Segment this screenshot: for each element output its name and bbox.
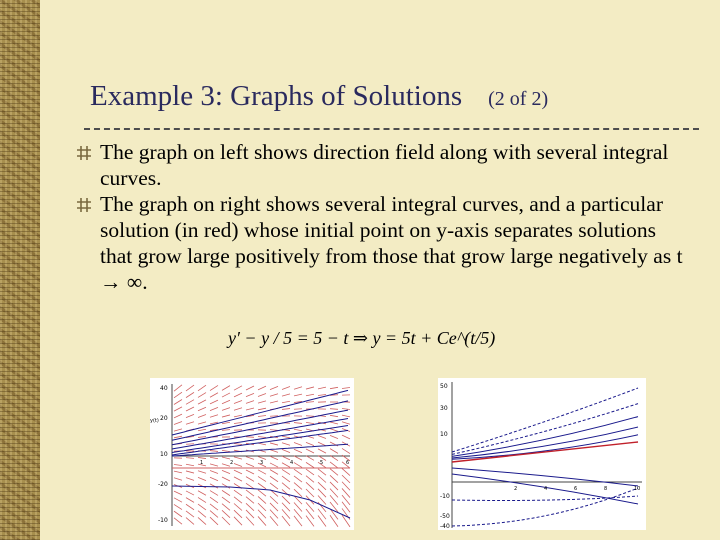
decorative-side-strip [0, 0, 40, 540]
field-segment [210, 477, 218, 481]
field-segment [318, 387, 326, 389]
right-y-tick: -40 [440, 523, 450, 530]
field-segment [186, 504, 194, 509]
field-segment [318, 469, 326, 475]
field-segment [330, 422, 338, 424]
field-segment [258, 443, 266, 445]
field-segment [210, 517, 218, 525]
hash-bullet-icon [76, 145, 92, 161]
field-segment [222, 470, 230, 473]
field-segment [186, 491, 194, 495]
field-segment [330, 435, 338, 438]
integral-curve [172, 410, 348, 445]
field-segment [270, 463, 278, 467]
title-divider [84, 128, 699, 130]
bullet-item-1 [68, 139, 688, 191]
field-segment [342, 415, 350, 417]
field-segment [174, 407, 182, 411]
field-segment [198, 393, 206, 398]
field-segment [174, 471, 182, 473]
field-segment [306, 402, 314, 403]
field-segment [246, 503, 254, 510]
field-segment [270, 401, 278, 403]
field-segment [246, 477, 254, 482]
field-segment [222, 490, 230, 495]
field-segment [270, 386, 278, 389]
field-segment [174, 392, 182, 398]
direction-field-svg [150, 378, 354, 530]
field-segment [186, 407, 194, 411]
field-segment [210, 400, 218, 404]
field-segment [282, 476, 290, 482]
field-segment [210, 415, 218, 417]
field-segment [318, 449, 326, 453]
field-segment [198, 385, 206, 391]
field-segment [222, 497, 230, 503]
integral-curves-svg [438, 378, 646, 530]
field-segment [306, 387, 314, 389]
field-segment [258, 470, 266, 474]
field-segment [186, 385, 194, 391]
field-segment [198, 422, 206, 424]
integral-curve [452, 404, 638, 455]
field-segment [270, 456, 278, 459]
field-segment [186, 444, 194, 445]
direction-field-plot [150, 378, 354, 530]
right-x-tick: 8 [604, 486, 608, 492]
field-segment [258, 436, 266, 437]
field-segment [318, 442, 326, 446]
field-segment [330, 469, 338, 476]
field-segment [270, 416, 278, 417]
field-segment [210, 451, 218, 452]
field-segment [174, 429, 182, 431]
field-segment [330, 462, 338, 468]
field-segment [306, 394, 314, 395]
field-segment [294, 423, 302, 424]
field-segment [258, 503, 266, 511]
field-segment [330, 415, 338, 416]
field-segment [222, 484, 230, 489]
field-segment [258, 516, 266, 525]
equation: y′ − y / 5 = 5 − t ⇒ y = 5t + Ce^(t/5) [228, 328, 496, 348]
field-segment [330, 482, 338, 490]
left-y-tick: -10 [158, 517, 168, 524]
left-x-tick: 4 [290, 460, 294, 466]
field-segment [210, 504, 218, 510]
field-segment [186, 478, 194, 481]
right-y-tick: -50 [440, 513, 450, 520]
field-segment [342, 482, 350, 490]
hash-bullet-icon [76, 197, 92, 213]
right-x-tick: 6 [574, 486, 578, 492]
field-segment [306, 462, 314, 467]
right-x-tick: 4 [544, 486, 548, 492]
field-segment [198, 407, 206, 411]
field-segment [246, 386, 254, 390]
field-segment [198, 471, 206, 473]
field-segment [306, 482, 314, 489]
field-segment [330, 449, 338, 454]
field-segment [186, 422, 194, 425]
field-segment [246, 470, 254, 474]
field-segment [318, 489, 326, 497]
field-segment [246, 401, 254, 404]
field-segment [294, 476, 302, 482]
field-segment [198, 457, 206, 458]
slide-title-text: Example 3: Graphs of Solutions [90, 80, 463, 112]
field-segment [186, 498, 194, 503]
field-segment [282, 469, 290, 474]
field-segment [282, 449, 290, 452]
integral-curve [452, 388, 638, 452]
field-segment [186, 400, 194, 405]
left-y-tick: 20 [160, 415, 168, 422]
field-segment [234, 503, 242, 510]
field-segment [186, 518, 194, 525]
field-segment [342, 408, 350, 409]
right-x-tick: 10 [634, 486, 641, 492]
field-segment [270, 470, 278, 475]
field-segment [306, 416, 314, 417]
field-segment [198, 415, 206, 418]
field-segment [198, 429, 206, 431]
field-segment [234, 470, 242, 474]
field-segment [330, 475, 338, 482]
field-segment [306, 422, 314, 423]
field-segment [306, 489, 314, 497]
field-segment [198, 517, 206, 524]
field-segment [222, 415, 230, 417]
field-segment [174, 498, 182, 502]
field-segment [234, 400, 242, 403]
field-segment [186, 392, 194, 397]
field-segment [306, 476, 314, 483]
field-segment [246, 490, 254, 496]
field-segment [210, 393, 218, 398]
field-segment [282, 394, 290, 396]
field-segment [234, 444, 242, 445]
field-segment [270, 503, 278, 511]
field-segment [198, 504, 206, 510]
field-segment [258, 496, 266, 503]
field-segment [174, 414, 182, 418]
field-segment [210, 471, 218, 474]
left-x-tick: 6 [346, 460, 350, 466]
field-segment [258, 490, 266, 496]
bullet-list [68, 139, 688, 295]
left-x-tick: 1 [200, 460, 204, 466]
field-segment [222, 386, 230, 391]
left-y-tick: 40 [160, 385, 168, 392]
field-segment [342, 448, 350, 453]
bullet-text-2: The graph on right shows several integral curves, and a particular solution (in red) whose initial point on y-axis separates solutions that grow large positively from those that grow large negatively as t → ∞. [100, 192, 683, 294]
field-segment [210, 407, 218, 410]
field-segment [174, 518, 182, 524]
field-segment [342, 388, 350, 389]
field-segment [222, 477, 230, 481]
integral-curve [452, 468, 638, 486]
field-segment [270, 476, 278, 481]
field-segment [306, 442, 314, 445]
field-segment [222, 408, 230, 411]
field-segment [210, 464, 218, 466]
field-segment [318, 436, 326, 439]
field-segment [294, 429, 302, 431]
field-segment [342, 515, 350, 527]
field-segment [282, 443, 290, 445]
field-segment [294, 443, 302, 446]
field-segment [282, 436, 290, 438]
field-segment [246, 393, 254, 396]
field-segment [294, 483, 302, 490]
field-segment [222, 400, 230, 403]
field-segment [174, 436, 182, 438]
field-segment [198, 477, 206, 480]
field-segment [258, 386, 266, 390]
slide-title [90, 80, 548, 113]
integral-curve [172, 444, 348, 456]
field-segment [342, 468, 350, 475]
slide-subtitle: (2 of 2) [488, 88, 549, 110]
field-segment [282, 503, 290, 512]
field-segment [174, 385, 182, 391]
field-segment [330, 409, 338, 410]
integral-curves [452, 388, 641, 526]
field-segment [234, 510, 242, 518]
field-segment [210, 484, 218, 488]
field-segment [222, 510, 230, 517]
field-segment [294, 469, 302, 475]
left-x-tick: 2 [230, 460, 234, 466]
field-segment [234, 393, 242, 397]
field-segment [282, 496, 290, 504]
field-segment [294, 394, 302, 396]
field-segment [174, 464, 182, 465]
field-segment [186, 458, 194, 459]
left-y-tick: 10 [160, 451, 168, 458]
field-segment [198, 491, 206, 496]
field-segment [186, 511, 194, 517]
field-segment [222, 464, 230, 467]
field-segment [198, 497, 206, 502]
field-segment [234, 490, 242, 496]
field-segment [294, 449, 302, 453]
field-segment [306, 469, 314, 475]
field-segment [234, 422, 242, 423]
right-y-tick: 10 [440, 431, 448, 438]
field-segment [294, 463, 302, 468]
right-y-tick: 50 [440, 383, 448, 390]
field-segment [234, 457, 242, 459]
field-segment [342, 435, 350, 439]
field-segment [174, 478, 182, 480]
field-segment [270, 430, 278, 431]
field-segment [174, 511, 182, 517]
field-segment [174, 504, 182, 509]
field-segment [342, 422, 350, 424]
field-segment [234, 386, 242, 390]
field-segment [342, 475, 350, 483]
field-segment [198, 437, 206, 438]
field-segment [258, 401, 266, 403]
bullet-text-1: The graph on left shows direction field along with several integral curves. [100, 140, 669, 190]
field-segment [258, 394, 266, 397]
left-x-tick: 3 [260, 460, 264, 466]
field-segment [234, 477, 242, 481]
field-segment [222, 393, 230, 397]
field-segment [318, 482, 326, 490]
field-segment [330, 429, 338, 432]
field-segment [174, 491, 182, 495]
field-segment [294, 456, 302, 460]
field-segment [222, 450, 230, 451]
field-segment [234, 517, 242, 525]
field-segment [246, 408, 254, 410]
field-segment [222, 430, 230, 431]
field-segment [258, 476, 266, 481]
field-segment [186, 471, 194, 473]
field-segment [330, 387, 338, 388]
field-segment [270, 394, 278, 397]
right-y-tick: 30 [440, 405, 448, 412]
field-segment [282, 401, 290, 403]
field-segment [258, 408, 266, 410]
field-segment [210, 511, 218, 518]
field-segment [318, 394, 326, 395]
field-segment [186, 414, 194, 417]
field-segment [270, 443, 278, 445]
left-x-tick: 5 [320, 460, 324, 466]
right-y-tick: -10 [440, 493, 450, 500]
field-segment [210, 491, 218, 496]
field-segment [330, 515, 338, 526]
field-segment [210, 497, 218, 503]
field-segment [246, 457, 254, 460]
field-segment [222, 457, 230, 459]
field-segment [282, 387, 290, 390]
field-segment [282, 483, 290, 490]
field-segment [270, 450, 278, 453]
field-segment [246, 517, 254, 526]
field-segment [174, 422, 182, 425]
field-segment [294, 387, 302, 389]
field-segment [282, 409, 290, 410]
field-segment [222, 504, 230, 511]
field-segment [246, 497, 254, 504]
field-segment [294, 489, 302, 497]
field-segment [258, 483, 266, 489]
field-segment [234, 415, 242, 417]
field-segment [282, 456, 290, 460]
field-segment [270, 496, 278, 503]
field-segment [186, 464, 194, 465]
field-segment [234, 464, 242, 467]
field-segment [234, 497, 242, 503]
field-segment [258, 510, 266, 518]
left-y-tick: -20 [158, 481, 168, 488]
field-segment [246, 463, 254, 466]
field-segment [222, 517, 230, 525]
field-segment [234, 408, 242, 410]
field-segment [174, 400, 182, 405]
field-segment [210, 385, 218, 390]
field-segment [210, 457, 218, 459]
field-segment [330, 489, 338, 498]
field-segment [270, 483, 278, 489]
integral-curves-plot [438, 378, 646, 530]
field-segment [246, 437, 254, 438]
field-segment [198, 400, 206, 404]
field-segment [246, 510, 254, 518]
field-segment [198, 511, 206, 518]
left-y-label: y(t) [150, 418, 159, 424]
right-x-tick: 2 [514, 486, 518, 492]
field-segment [282, 463, 290, 468]
field-segment [318, 475, 326, 482]
field-segment [258, 416, 266, 417]
bullet-item-2 [68, 191, 688, 295]
field-segment [306, 449, 314, 453]
